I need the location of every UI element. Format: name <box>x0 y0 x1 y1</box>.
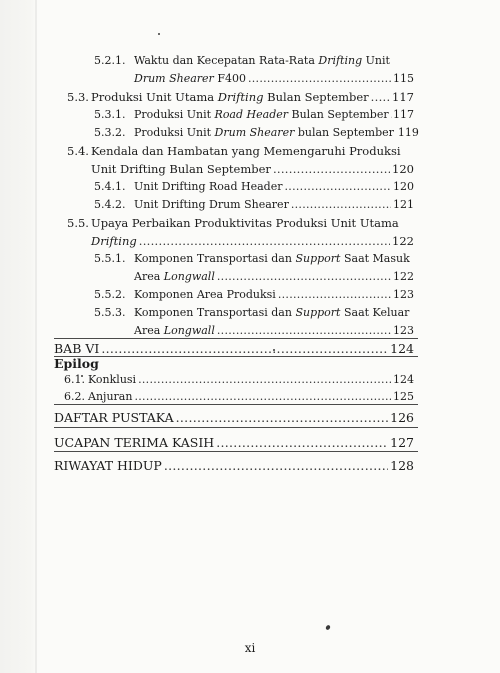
toc-entry-title: Kendala dan Hambatan yang Memengaruhi Produksi <box>91 144 401 158</box>
toc-page-number: 122 <box>393 270 414 283</box>
section-divider <box>54 427 418 428</box>
toc-leader-dots <box>216 435 388 451</box>
ink-speck <box>325 624 331 630</box>
section-divider <box>54 338 418 339</box>
toc-entry-title: Area Longwall <box>134 270 215 283</box>
toc-entry-5-4-cont[interactable] <box>91 161 414 177</box>
toc-entry-title: Komponen Area Produksi <box>134 288 276 301</box>
toc-page-number: 128 <box>390 458 414 473</box>
toc-entry-number: 5.4.2. <box>94 198 126 211</box>
toc-entry-title: Drifting <box>91 234 137 248</box>
toc-entry-5-5-cont[interactable] <box>91 233 414 249</box>
toc-entry-5-3-1[interactable] <box>94 107 414 123</box>
toc-entry-6-1[interactable] <box>64 372 414 388</box>
toc-entry-title: BAB VI <box>54 341 100 356</box>
toc-entry-title: Produksi Unit Drum Shearer bulan September <box>134 126 394 139</box>
toc-entry-riwayat-hidup[interactable] <box>54 458 414 474</box>
toc-entry-5-2-1[interactable] <box>94 53 414 69</box>
ink-speck <box>158 33 160 35</box>
toc-entry-number: 6.2. <box>64 390 85 403</box>
toc-entry-title: Produksi Unit Utama Drifting Bulan September <box>91 90 369 104</box>
toc-page-number: 127 <box>390 435 414 450</box>
toc-entry-5-5-1[interactable] <box>94 251 414 267</box>
toc-entry-5-4-1[interactable] <box>94 179 414 195</box>
toc-entry-title: RIWAYAT HIDUP <box>54 458 162 473</box>
page-fold-line <box>35 0 37 673</box>
toc-leader-dots <box>285 179 392 195</box>
toc-entry-daftar-pustaka[interactable] <box>54 410 414 426</box>
toc-entry-5-4[interactable] <box>67 143 414 159</box>
toc-entry-title: Unit Drifting Bulan September <box>91 162 271 176</box>
toc-entry-number: 5.5.2. <box>94 288 126 301</box>
toc-page-number: 117 <box>393 108 414 121</box>
toc-entry-5-5-1-cont[interactable] <box>134 269 414 285</box>
toc-entry-number: 5.4.1. <box>94 180 126 193</box>
section-divider <box>54 404 418 405</box>
toc-entry-5-5-3-cont[interactable] <box>134 323 414 339</box>
toc-page-number: 122 <box>392 234 414 248</box>
page-gutter <box>0 0 38 673</box>
toc-entry-bab-vi[interactable] <box>54 341 414 357</box>
toc-entry-title: DAFTAR PUSTAKA <box>54 410 174 425</box>
toc-entry-title: Drum Shearer F400 <box>134 72 246 85</box>
toc-entry-title: Unit Drifting Drum Shearer <box>134 198 289 211</box>
toc-page-number: 123 <box>393 324 414 337</box>
toc-leader-dots <box>134 389 391 405</box>
toc-entry-title: Unit Drifting Road Header <box>134 180 283 193</box>
toc-leader-dots <box>101 341 388 357</box>
toc-entry-number: 5.5.3. <box>94 306 126 319</box>
toc-page-number: 126 <box>390 410 414 425</box>
toc-leader-dots <box>278 287 391 303</box>
toc-leader-dots <box>273 161 390 177</box>
toc-page-number: 124 <box>393 373 414 386</box>
toc-page-number: 121 <box>393 198 414 211</box>
toc-entry-title: Upaya Perbaikan Produktivitas Produksi Unit Utama <box>91 216 399 230</box>
toc-entry-title: Area Longwall <box>134 324 215 337</box>
toc-entry-6-2[interactable] <box>64 389 414 405</box>
toc-page-number: 124 <box>390 341 414 356</box>
toc-entry-title: Komponen Transportasi dan Support Saat Masuk <box>134 252 410 265</box>
toc-leader-dots <box>248 71 391 87</box>
toc-section-heading-epilog: Epilog <box>54 356 99 371</box>
toc-leader-dots <box>291 197 391 213</box>
toc-entry-number: 5.2.1. <box>94 54 126 67</box>
toc-page-number: 123 <box>393 288 414 301</box>
toc-entry-ucapan-terima-kasih[interactable] <box>54 435 414 451</box>
toc-entry-title: Anjuran <box>88 390 133 403</box>
toc-leader-dots <box>164 458 388 474</box>
toc-entry-number: 6.1. <box>64 373 85 386</box>
toc-entry-title: Konklusi <box>88 373 137 386</box>
toc-page-number: 117 <box>392 90 414 104</box>
toc-leader-dots <box>176 410 389 426</box>
toc-entry-5-2-1-cont[interactable] <box>134 71 414 87</box>
toc-leader-dots <box>138 372 391 388</box>
toc-entry-5-3-2[interactable] <box>94 125 419 141</box>
section-divider <box>54 356 418 357</box>
toc-page-number: 120 <box>392 162 414 176</box>
toc-page-number: 115 <box>393 72 414 85</box>
toc-page-number: 119 <box>397 126 419 139</box>
toc-entry-title: Komponen Transportasi dan Support Saat Keluar <box>134 306 410 319</box>
toc-entry-number: 5.3.2. <box>94 126 126 139</box>
toc-leader-dots <box>371 89 390 105</box>
section-divider <box>54 451 418 452</box>
toc-entry-5-3[interactable] <box>67 89 414 105</box>
toc-entry-5-4-2[interactable] <box>94 197 414 213</box>
toc-entry-number: 5.5. <box>67 216 89 230</box>
toc-leader-dots <box>139 233 390 249</box>
toc-entry-number: 5.3.1. <box>94 108 126 121</box>
toc-leader-dots <box>217 269 391 285</box>
toc-entry-number: 5.4. <box>67 144 89 158</box>
toc-entry-title: UCAPAN TERIMA KASIH <box>54 435 215 450</box>
toc-entry-5-5-3[interactable] <box>94 305 414 321</box>
toc-page-number: 120 <box>393 180 414 193</box>
toc-entry-title: Produksi Unit Road Header Bulan September <box>134 108 389 121</box>
toc-page-number: 125 <box>393 390 414 403</box>
toc-entry-number: 5.5.1. <box>94 252 126 265</box>
toc-entry-5-5[interactable] <box>67 215 414 231</box>
page-number-folio: xi <box>244 641 256 655</box>
toc-entry-5-5-2[interactable] <box>94 287 414 303</box>
toc-leader-dots <box>217 323 391 339</box>
toc-entry-title: Waktu dan Kecepatan Rata-Rata Drifting Unit <box>134 54 390 67</box>
toc-entry-number: 5.3. <box>67 90 89 104</box>
